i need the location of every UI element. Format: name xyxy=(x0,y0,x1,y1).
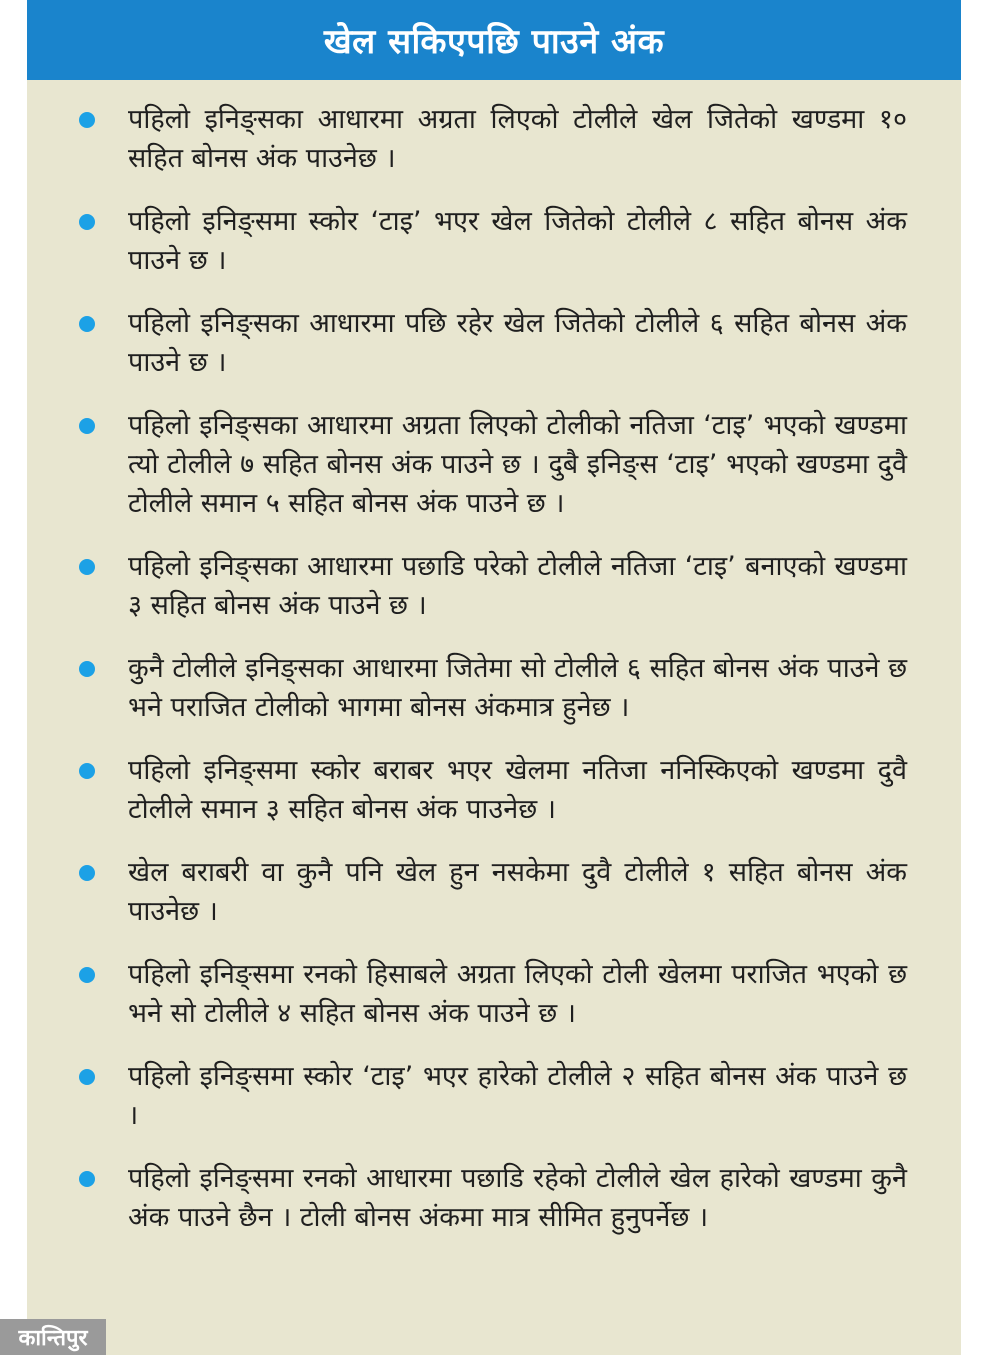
logo-text: कान्तिपुर xyxy=(18,1326,88,1351)
bullet-dot-icon xyxy=(79,112,95,128)
info-card xyxy=(27,0,961,1355)
bullet-dot-icon xyxy=(79,316,95,332)
bullet-dot-icon xyxy=(79,418,95,434)
rule-text: कुनै टोलीले इनिङ्सका आधारमा जितेमा सो टोलीले ६ सहित बोनस अंक पाउने छ भने पराजित टोलीको भागमा बोनस अंकमात्र हुनेछ । xyxy=(128,653,907,723)
list-item xyxy=(27,1159,961,1237)
bullet-dot-icon xyxy=(79,1069,95,1085)
bullet-dot-icon xyxy=(79,559,95,575)
page-title: खेल सकिएपछि पाउने अंक xyxy=(323,22,665,62)
rule-text: पहिलो इनिङ्सका आधारमा पछाडि परेको टोलीले नतिजा ‘टाइ’ बनाएको खण्डमा ३ सहित बोनस अंक पाउने छ । xyxy=(128,551,907,621)
rule-text: पहिलो इनिङ्सका आधारमा पछि रहेर खेल जितेको टोलीले ६ सहित बोनस अंक पाउने छ । xyxy=(128,308,907,378)
list-item xyxy=(27,547,961,625)
rule-text: पहिलो इनिङ्समा रनको हिसाबले अग्रता लिएको टोली खेलमा पराजित भएको छ भने सो टोलीले ४ सहित बोनस अंक पाउने छ । xyxy=(128,959,907,1029)
list-item xyxy=(27,100,961,178)
rule-text: पहिलो इनिङ्सका आधारमा अग्रता लिएको टोलीको नतिजा ‘टाइ’ भएको खण्डमा त्यो टोलीले ७ सहित बोनस अंक पाउने छ । दुबै इनिङ्स ‘टाइ’ भएको खण्डमा दुवै टोलीले समान ५ सहित बोनस अंक पाउने छ । xyxy=(128,410,907,519)
rules-list xyxy=(27,100,961,1261)
publisher-logo xyxy=(0,1319,106,1355)
rule-text: पहिलो इनिङ्समा रनको आधारमा पछाडि रहेको टोलीले खेल हारेको खण्डमा कुनै अंक पाउने छैन । टोली बोनस अंकमा मात्र सीमित हुनुपर्नेछ । xyxy=(128,1163,907,1233)
list-item xyxy=(27,649,961,727)
list-item xyxy=(27,202,961,280)
bullet-dot-icon xyxy=(79,763,95,779)
list-item xyxy=(27,406,961,523)
list-item xyxy=(27,751,961,829)
bullet-dot-icon xyxy=(79,967,95,983)
rule-text: पहिलो इनिङ्सका आधारमा अग्रता लिएको टोलीले खेल जितेको खण्डमा १० सहित बोनस अंक पाउनेछ । xyxy=(128,104,907,174)
rule-text: पहिलो इनिङ्समा स्कोर ‘टाइ’ भएर खेल जितेको टोलीले ८ सहित बोनस अंक पाउने छ । xyxy=(128,206,907,276)
list-item xyxy=(27,955,961,1033)
bullet-dot-icon xyxy=(79,1171,95,1187)
rule-text: पहिलो इनिङ्समा स्कोर बराबर भएर खेलमा नतिजा ननिस्किएको खण्डमा दुवै टोलीले समान ३ सहित बोनस अंक पाउनेछ । xyxy=(128,755,907,825)
bullet-dot-icon xyxy=(79,214,95,230)
list-item xyxy=(27,304,961,382)
list-item xyxy=(27,853,961,931)
bullet-dot-icon xyxy=(79,865,95,881)
header-banner xyxy=(27,0,961,80)
rule-text: खेल बराबरी वा कुनै पनि खेल हुन नसकेमा दुवै टोलीले १ सहित बोनस अंक पाउनेछ । xyxy=(128,857,907,927)
rule-text: पहिलो इनिङ्समा स्कोर ‘टाइ’ भएर हारेको टोलीले २ सहित बोनस अंक पाउने छ । xyxy=(128,1061,907,1131)
bullet-dot-icon xyxy=(79,661,95,677)
list-item xyxy=(27,1057,961,1135)
